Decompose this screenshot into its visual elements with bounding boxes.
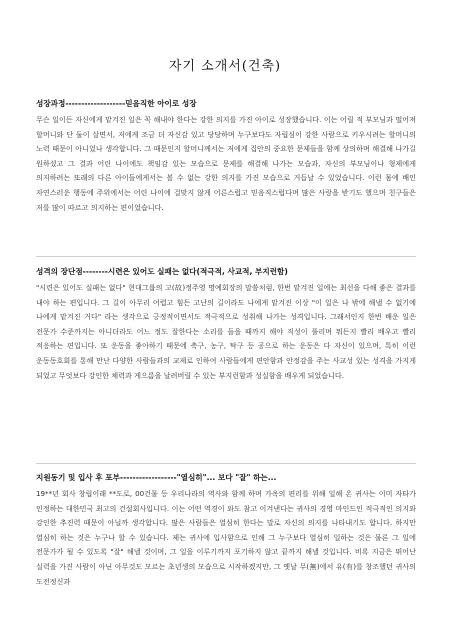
section-body: 19**년 회사 창립이래 **도로, 00건물 등 우리나라의 역사와 함께 하며 가옥의 편리를 위해 일해 온 귀사는 이미 자타가 인정하는 대한민국 최고의 건설회사입니다. 이는 어떤 역경이 와도 참고 이겨낸다는 귀사의 경영 마인드인 적극적인 의지와 강인한 추진력 때문이 아닐까 생각합니다. 많은 사람들은 열심히 한다는 말로 자신의 의지를 나타내기도 합니다. 하지만 열심히 하는 것은 누구나 할 수 있습니다. 제는 귀사에 입사함으로 인해 그 누구보다 열심히 일하는 것은 물론 그 일에 전문가가 될 수 있도록 "잘" 해낼 것이며, 그 일을 이루기까지 포기하지 않고 끝까지 해낼 것입니다. 비록 지금은 뛰어난 실력을 가진 사람이 아닌 아무것도 모르는 초년생의 모습으로 시작하겠지만, 그 옛날 무(無)에서 유(有)를 창조했던 귀사의 도전정신과 bbox=[36, 489, 416, 586]
section-body: 무슨 일이든 자신에게 맡겨진 일은 꼭 해내야 한다는 강한 의지를 가진 아이로 성장했습니다. 이는 어릴 적 부모님과 떨어져 할머니와 단 둘이 살면서, 저에게 조금 더 자신감 있고 당당하며 누구보다도 자립심이 강한 사람으로 키우시려는 할머니의 노력 때문이 아니었나 생각합니다. 그 때문인지 할머니께서는 저에게 집안의 중요한 문제들을 함께 상의하며 해결해 나가길 원하셨고 그 결과 어린 나이에도 책임감 있는 모습으로 문제를 해결해 나가는 모습과, 자신의 부모님이나 형제에게 의지하려는 또래의 다른 아이들에게서는 볼 수 없는 강한 의지를 가진 모습으로 거듭날 수 있었습니다. 이런 몸에 배인 자연스러운 행동에 주위에서는 어린 나이에 걸맞지 않게 어른스럽고 믿음직스럽다며 많은 사랑을 받기도 했으며 친구들은 저를 많이 따르고 의지하는 편이었습니다. bbox=[36, 115, 416, 212]
section-growth bbox=[36, 98, 416, 215]
divider bbox=[36, 256, 416, 257]
divider bbox=[36, 463, 416, 464]
section-heading: 성격의 장단점--------시련은 있어도 실패는 없다(적극적, 사교적, 부지런함) bbox=[36, 267, 288, 276]
section-motivation bbox=[36, 472, 416, 589]
section-heading: 성장과정-------------------믿음직한 아이로 성장 bbox=[36, 99, 197, 108]
section-heading: 지원동기 및 입사 후 포부------------------"열심히"... 보다 "잘" 하는... bbox=[36, 473, 277, 482]
document-title: 자기 소개서(건축) bbox=[168, 59, 282, 74]
section-body: "시련은 있어도 실패는 없다" 현대그룹의 고(故)정주영 명예회장의 말씀처럼, 한번 맡겨진 일에는 최선을 다해 좋은 결과를 내야 하는 편입니다. 그 길이 아무리 어렵고 힘든 고난의 길이라도 나에게 맡겨진 이상 "이 일은 나 밖에 해낼 수 없기에 나에게 맡겨진 거다" 라는 생각으로 긍정적이면서도 적극적으로 성취해 나가는 성격입니다. 그래서인지 한번 배운 일은 전문가 수준까지는 아니더라도 어느 정도 잘한다는 소리를 들을 때까지 해야 직성이 풀리며 뭐든지 빨리 배우고 빨리 적응하는 편입니다. 또 운동을 좋아하기 때문에 축구, 농구, 탁구 등 공으로 하는 운동은 다 자신이 있으며, 특히 이런 운동동호회를 통해 만난 다양한 사람들과의 교제로 인하여 사람들에게 편안함과 안정감을 주는 사교성 있는 성격을 가지게 되었고 무엇보다 강인한 체력과 게으름을 날려버릴 수 있는 부지런함과 성실함을 배우게 되었습니다. bbox=[36, 283, 416, 380]
section-personality bbox=[36, 266, 416, 383]
